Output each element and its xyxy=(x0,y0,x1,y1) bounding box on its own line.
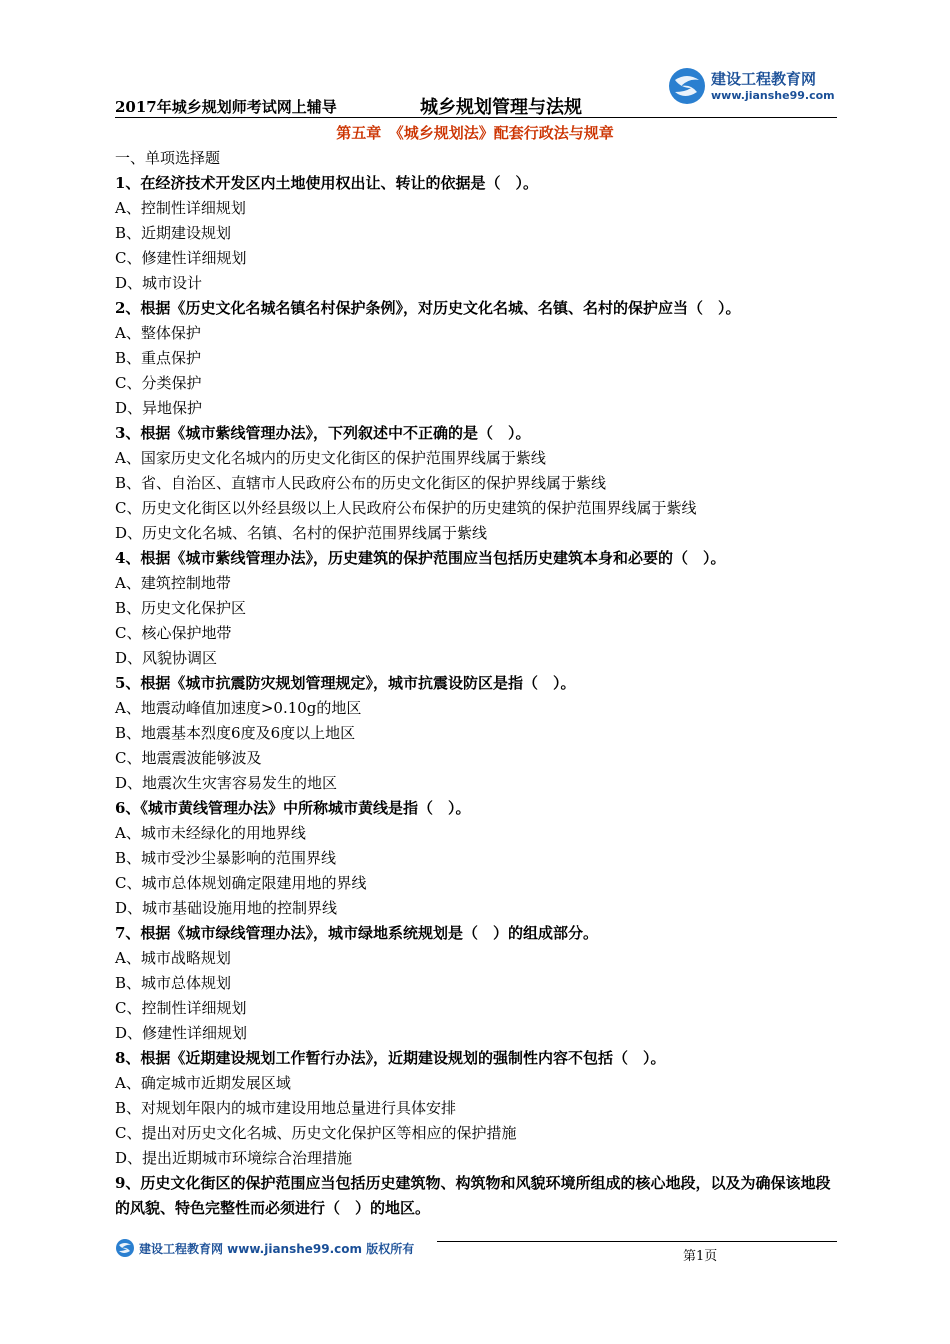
logo-swirl-icon xyxy=(667,66,707,106)
option-item: B、省、自治区、直辖市人民政府公布的历史文化街区的保护界线属于紫线 xyxy=(115,474,607,492)
header-course-title: 2017年城乡规划师考试网上辅导 xyxy=(115,98,337,116)
question-text: 7、根据《城市绿线管理办法》，城市绿地系统规划是（ ）的组成部分。 xyxy=(115,924,598,942)
option-item: A、城市战略规划 xyxy=(115,949,231,967)
option-item: D、风貌协调区 xyxy=(115,649,218,667)
option-item: C、修建性详细规划 xyxy=(115,249,247,267)
option-item: D、提出近期城市环境综合治理措施 xyxy=(115,1149,353,1167)
option-item: D、历史文化名城、名镇、名村的保护范围界线属于紫线 xyxy=(115,524,488,542)
option-item: C、控制性详细规划 xyxy=(115,999,247,1017)
option-item: C、历史文化街区以外经县级以上人民政府公布保护的历史建筑的保护范围界线属于紫线 xyxy=(115,499,697,517)
option-item: A、确定城市近期发展区域 xyxy=(115,1074,291,1092)
option-item: B、地震基本烈度6度及6度以上地区 xyxy=(115,724,356,742)
logo-title: 建设工程教育网 xyxy=(711,70,817,88)
option-item: C、核心保护地带 xyxy=(115,624,232,642)
option-item: C、地震震波能够波及 xyxy=(115,749,262,767)
option-item: A、建筑控制地带 xyxy=(115,574,231,592)
question-list xyxy=(115,146,840,1221)
option-item: A、国家历史文化名城内的历史文化街区的保护范围界线属于紫线 xyxy=(115,449,546,467)
site-logo[interactable] xyxy=(667,64,837,108)
question-text: 3、根据《城市紫线管理办法》，下列叙述中不正确的是（ ）。 xyxy=(115,424,531,442)
question-text: 5、根据《城市抗震防灾规划管理规定》，城市抗震设防区是指（ ）。 xyxy=(115,674,576,692)
question-text: 4、根据《城市紫线管理办法》，历史建筑的保护范围应当包括历史建筑本身和必要的（ ）。 xyxy=(115,549,726,567)
option-item: D、修建性详细规划 xyxy=(115,1024,248,1042)
option-item: A、控制性详细规划 xyxy=(115,199,246,217)
option-item: B、城市总体规划 xyxy=(115,974,232,992)
option-item: C、提出对历史文化名城、历史文化保护区等相应的保护措施 xyxy=(115,1124,517,1142)
section-heading: 一、单项选择题 xyxy=(115,149,221,167)
question-text: 1、在经济技术开发区内土地使用权出让、转让的依据是（ ）。 xyxy=(115,174,538,192)
option-item: D、异地保护 xyxy=(115,399,203,417)
option-item: D、城市基础设施用地的控制界线 xyxy=(115,899,338,917)
header-subject-title: 城乡规划管理与法规 xyxy=(420,97,582,118)
page-number: 第1页 xyxy=(683,1249,718,1264)
option-item: B、历史文化保护区 xyxy=(115,599,247,617)
option-item: D、城市设计 xyxy=(115,274,203,292)
option-item: C、分类保护 xyxy=(115,374,202,392)
option-item: C、城市总体规划确定限建用地的界线 xyxy=(115,874,367,892)
header-divider xyxy=(115,117,837,118)
question-text: 2、根据《历史文化名城名镇名村保护条例》，对历史文化名城、名镇、名村的保护应当（ ）。 xyxy=(115,299,741,317)
option-item: B、重点保护 xyxy=(115,349,202,367)
option-item: D、地震次生灾害容易发生的地区 xyxy=(115,774,338,792)
option-item: A、整体保护 xyxy=(115,324,201,342)
chapter-title: 第五章 《城乡规划法》配套行政法与规章 xyxy=(336,124,614,142)
option-item: B、城市受沙尘暴影响的范围界线 xyxy=(115,849,337,867)
option-item: A、城市未经绿化的用地界线 xyxy=(115,824,306,842)
option-item: B、近期建设规划 xyxy=(115,224,232,242)
option-item: B、对规划年限内的城市建设用地总量进行具体安排 xyxy=(115,1099,457,1117)
page-footer xyxy=(115,1233,837,1263)
question-text: 8、根据《近期建设规划工作暂行办法》，近期建设规划的强制性内容不包括（ ）。 xyxy=(115,1049,666,1067)
question-text: 6、《城市黄线管理办法》中所称城市黄线是指（ ）。 xyxy=(115,799,471,817)
footer-divider xyxy=(437,1241,837,1242)
footer-logo-icon xyxy=(115,1238,135,1258)
page-header xyxy=(115,62,837,118)
logo-url: www.jianshe99.com xyxy=(711,89,835,102)
option-item: A、地震动峰值加速度>0.10g的地区 xyxy=(115,699,362,717)
question-text: 9、历史文化街区的保护范围应当包括历史建筑物、构筑物和风貌环境所组成的核心地段，以及为确保该地段的风貌、特色完整性而必须进行（ ）的地区。 xyxy=(115,1174,831,1217)
footer-brand: 建设工程教育网 www.jianshe99.com 版权所有 xyxy=(139,1242,415,1256)
